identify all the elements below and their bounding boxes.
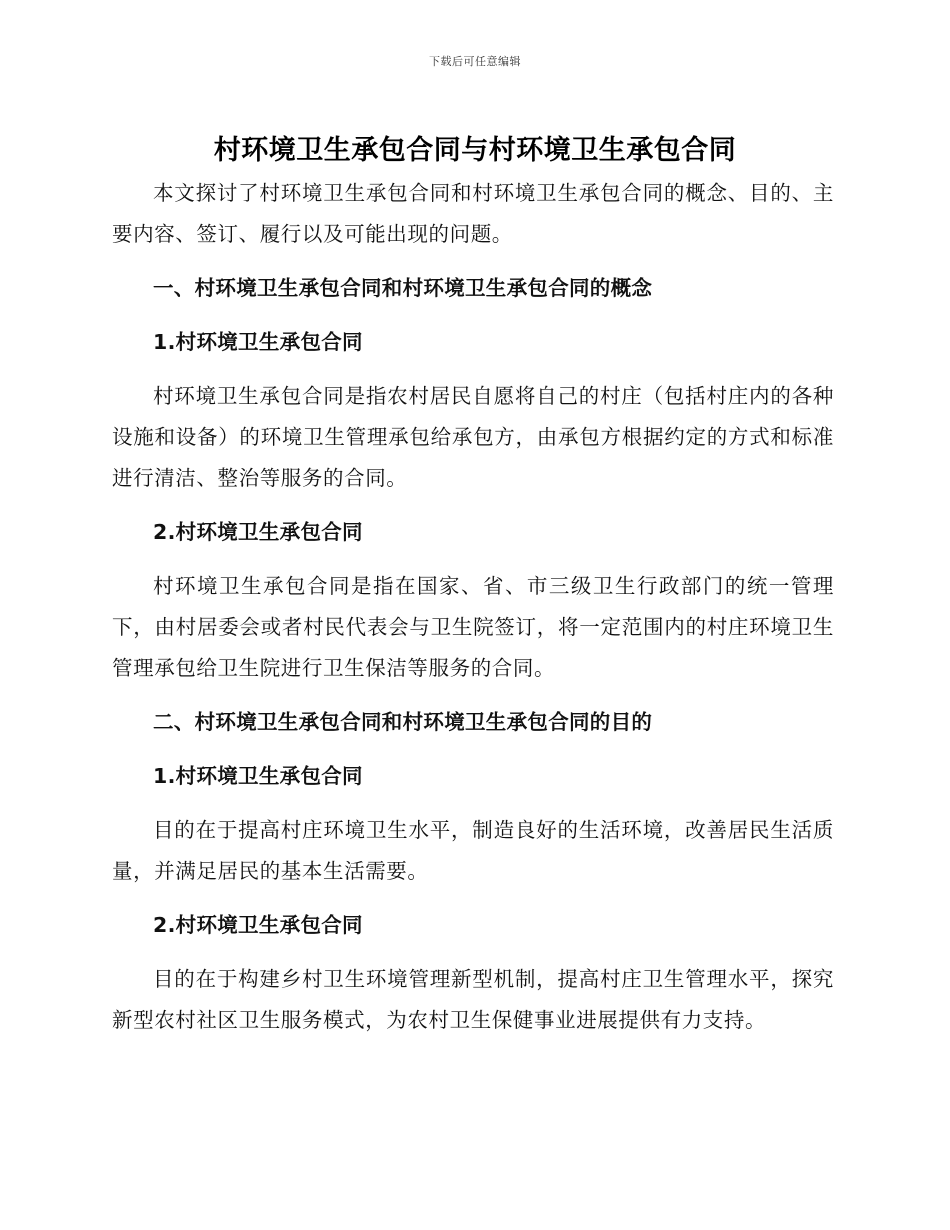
document-body <box>112 173 834 1041</box>
subsection-heading-purpose-1: 1.村环境卫生承包合同 <box>153 764 363 788</box>
concept-1-paragraph: 村环境卫生承包合同是指农村居民自愿将自己的村庄（包括村庄内的各种设施和设备）的环境卫生管理承包给承包方，由承包方根据约定的方式和标准进行清洁、整治等服务的合同。 <box>112 384 834 490</box>
subsection-heading-purpose-2: 2.村环境卫生承包合同 <box>153 913 363 937</box>
header-note: 下载后可任意编辑 <box>429 55 521 68</box>
concept-2-paragraph: 村环境卫生承包合同是指在国家、省、市三级卫生行政部门的统一管理下，由村居委会或者村民代表会与卫生院签订，将一定范围内的村庄环境卫生管理承包给卫生院进行卫生保洁等服务的合同。 <box>112 574 834 680</box>
intro-paragraph: 本文探讨了村环境卫生承包合同和村环境卫生承包合同的概念、目的、主要内容、签订、履行以及可能出现的问题。 <box>112 181 834 246</box>
document-title: 村环境卫生承包合同与村环境卫生承包合同 <box>213 135 737 166</box>
purpose-1-paragraph: 目的在于提高村庄环境卫生水平，制造良好的生活环境，改善居民生活质量，并满足居民的基本生活需要。 <box>112 818 834 883</box>
purpose-2-paragraph: 目的在于构建乡村卫生环境管理新型机制，提高村庄卫生管理水平，探究新型农村社区卫生服务模式，为农村卫生保健事业进展提供有力支持。 <box>112 967 834 1032</box>
subsection-heading-concept-1: 1.村环境卫生承包合同 <box>153 330 363 354</box>
section-heading-concept: 一、村环境卫生承包合同和村环境卫生承包合同的概念 <box>153 276 653 300</box>
subsection-heading-concept-2: 2.村环境卫生承包合同 <box>153 520 363 544</box>
section-heading-purpose: 二、村环境卫生承包合同和村环境卫生承包合同的目的 <box>153 710 653 734</box>
